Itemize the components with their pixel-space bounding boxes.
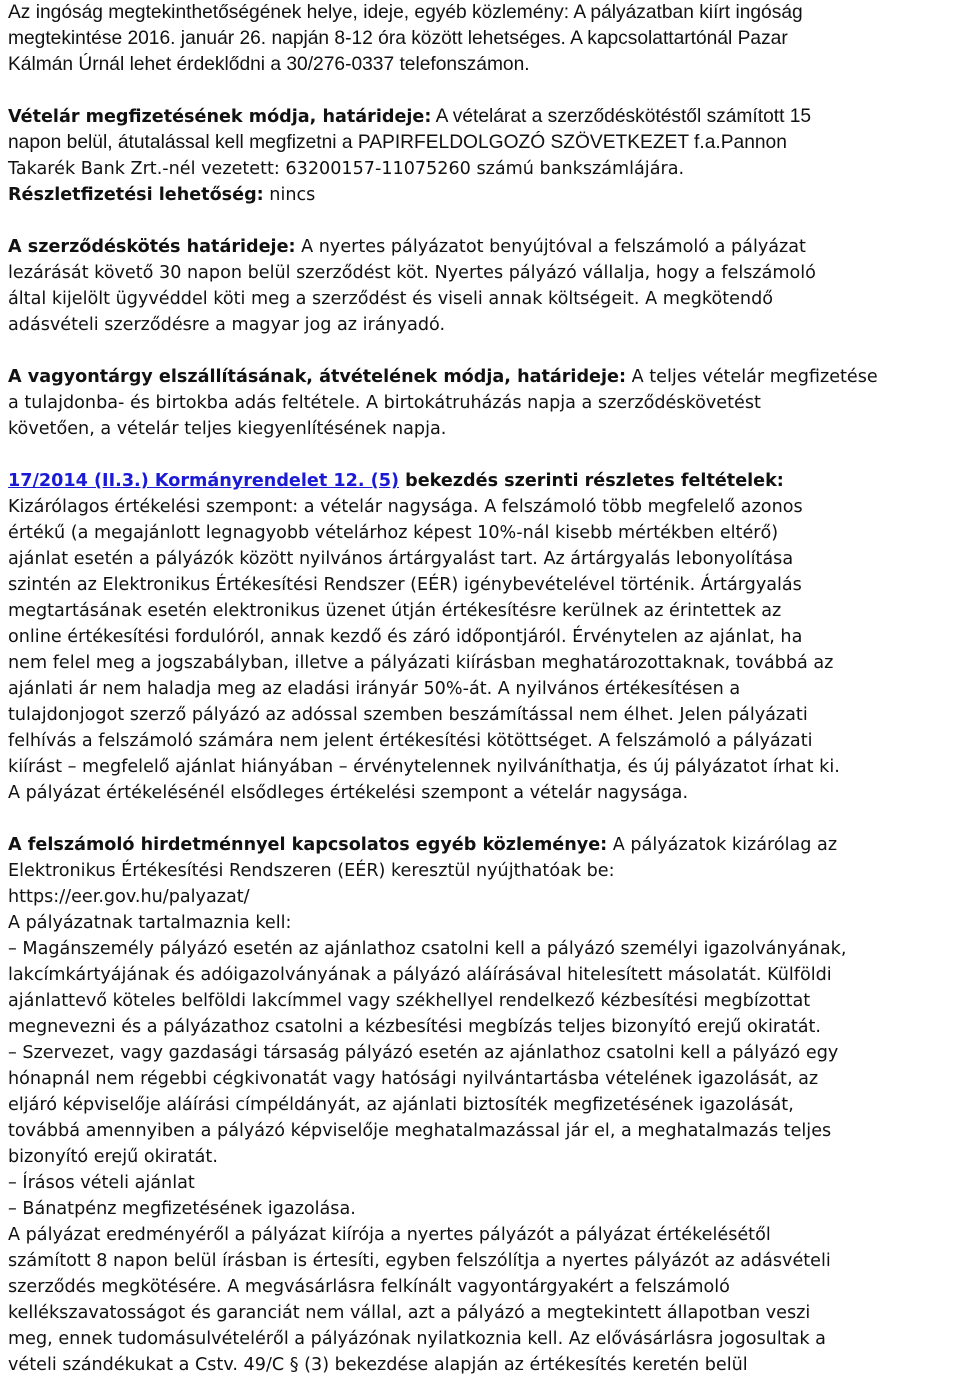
contract-paragraph	[8, 234, 958, 338]
contract-line: által kijelölt ügyvéddel köti meg a szerződést és viseli annak költségeit. A megkötendő	[8, 289, 774, 309]
announcement-line: A pályázatnak tartalmaznia kell:	[8, 913, 292, 933]
announcement-line: megnevezni és a pályázathoz csatolni a kézbesítési megbízás teljes bizonyító erejű okiratát.	[8, 1017, 822, 1037]
decree-line: A pályázat értékelésénél elsődleges értékelési szempont a vételár nagysága.	[8, 783, 689, 803]
announcement-line: szerződés megkötésére. A megvásárlásra felkínált vagyontárgyakért a felszámoló	[8, 1277, 730, 1297]
announcement-line: – Szervezet, vagy gazdasági társaság pályázó esetén az ajánlathoz csatolni kell a pályázó egy	[8, 1043, 839, 1063]
announcement-line: számított 8 napon belül írásban is értesíti, egyben felszólítja a nyertes pályázót az adásvételi	[8, 1251, 831, 1271]
delivery-line: a tulajdonba- és birtokba adás feltétele. A birtokátruházás napja a szerződéskövetést	[8, 393, 761, 413]
viewing-line: Kálmán Úrnál lehet érdeklődni a 30/276-0337 telefonszámon.	[8, 54, 530, 75]
decree-line: tulajdonjogot szerző pályázó az adóssal szemben beszámítással nem élhet. Jelen pályázati	[8, 705, 808, 725]
announcement-line: bizonyító erejű okiratát.	[8, 1147, 218, 1167]
contract-text: A nyertes pályázatot benyújtóval a felszámoló a pályázat	[295, 237, 806, 257]
contract-label: A szerződéskötés határideje:	[8, 237, 296, 257]
delivery-label: A vagyontárgy elszállításának, átvételének módja, határideje:	[8, 367, 626, 387]
decree-link[interactable]: 17/2014 (II.3.) Kormányrendelet 12.	[8, 471, 365, 491]
decree-line: Kizárólagos értékelési szempont: a vételár nagysága. A felszámoló több megfelelő azonos	[8, 497, 803, 517]
payment-paragraph	[8, 104, 958, 182]
delivery-text: A teljes vételár megfizetése	[626, 367, 878, 387]
paragraph-link[interactable]: (5)	[364, 471, 399, 491]
announcement-text: A pályázatok kizárólag az	[607, 835, 838, 855]
viewing-line: Az ingóság megtekinthetőségének helye, ideje, egyéb közlemény: A pályázatban kiírt ingóság	[8, 2, 803, 23]
announcement-label: A felszámoló hirdetménnyel kapcsolatos egyéb közleménye:	[8, 835, 608, 855]
payment-text: A vételárat a szerződéskötéstől számított 15	[431, 106, 812, 127]
contract-line: adásvételi szerződésre a magyar jog az irányadó.	[8, 315, 446, 335]
viewing-line: megtekintése 2016. január 26. napján 8-12 óra között lehetséges. A kapcsolattartónál Pazar	[8, 28, 788, 49]
announcement-line: Elektronikus Értékesítési Rendszeren (EÉR) keresztül nyújthatóak be:	[8, 861, 615, 881]
announcement-line: ajánlattevő köteles belföldi lakcímmel vagy székhellyel rendelkező kézbesítési megbízottat	[8, 991, 811, 1011]
delivery-line: követően, a vételár teljes kiegyenlítésének napja.	[8, 419, 447, 439]
viewing-paragraph	[8, 0, 958, 78]
announcement-url: https://eer.gov.hu/palyazat/	[8, 887, 250, 907]
decree-line: értékű (a megajánlott legnagyobb vételárhoz képest 10%-nál kisebb mértékben eltérő)	[8, 523, 779, 543]
announcement-line: kellékszavatosságot és garanciát nem vállal, azt a pályázó a megtekintett állapotban veszi	[8, 1303, 811, 1323]
payment-label: Vételár megfizetésének módja, határideje:	[8, 107, 432, 127]
announcement-line: A pályázat eredményéről a pályázat kiírója a nyertes pályázót a pályázat értékelésétől	[8, 1225, 771, 1245]
decree-paragraph	[8, 468, 958, 806]
decree-line: ajánlati ár nem haladja meg az eladási irányár 50%-át. A nyilvános értékesítésen a	[8, 679, 741, 699]
decree-line: kiírást – megfelelő ajánlat hiányában – érvénytelennek nyilváníthatja, és új pályázatot írhat ki.	[8, 757, 840, 777]
announcement-line: lakcímkártyájának és adóigazolványának a pályázó aláírásával hitelesített másolatát. Külföldi	[8, 965, 832, 985]
decree-line: online értékesítési fordulóról, annak kezdő és záró időpontjáról. Érvénytelen az ajánlat, ha	[8, 627, 803, 647]
decree-line: felhívás a felszámoló számára nem jelent értékesítési kötöttséget. A felszámoló a pályázati	[8, 731, 813, 751]
announcement-line: – Írásos vételi ajánlat	[8, 1173, 195, 1193]
payment-line: Takarék Bank Zrt.-nél vezetett: 63200157-11075260 számú bankszámlájára.	[8, 159, 685, 179]
installment-paragraph	[8, 182, 958, 208]
decree-label: bekezdés szerinti részletes feltételek:	[398, 471, 784, 491]
announcement-line: – Magánszemély pályázó esetén az ajánlathoz csatolni kell a pályázó személyi igazolványának,	[8, 939, 847, 959]
decree-line: megtartásának esetén elektronikus üzenet útján értékesítésre kerülnek az érintettek az	[8, 601, 782, 621]
announcement-line: – Bánatpénz megfizetésének igazolása.	[8, 1199, 356, 1219]
announcement-paragraph	[8, 832, 958, 1378]
installment-label: Részletfizetési lehetőség:	[8, 185, 264, 205]
delivery-paragraph	[8, 364, 958, 442]
decree-line: nem felel meg a jogszabályban, illetve a pályázati kiírásban meghatározottaknak, továbbá az	[8, 653, 834, 673]
document-page	[8, 0, 958, 1378]
decree-line: ajánlat esetén a pályázók között nyilvános ártárgyalást tart. Az ártárgyalás lebonyolítása	[8, 549, 794, 569]
announcement-line: vételi szándékukat a Cstv. 49/C § (3) bekezdése alapján az értékesítés keretén belül	[8, 1355, 748, 1375]
installment-value: nincs	[263, 185, 316, 205]
payment-line: napon belül, átutalással kell megfizetni a PAPIRFELDOLGOZÓ SZÖVETKEZET f.a.Pannon	[8, 132, 787, 153]
announcement-line: eljáró képviselője aláírási címpéldányát, az ajánlati biztosíték megfizetésének igazolását,	[8, 1095, 794, 1115]
decree-line: szintén az Elektronikus Értékesítési Rendszer (EÉR) igénybevételével történik. Ártárgyalás	[8, 575, 802, 595]
announcement-line: meg, ennek tudomásulvételéről a pályázónak nyilatkoznia kell. Az elővásárlásra jogosultak a	[8, 1329, 826, 1349]
contract-line: lezárását követő 30 napon belül szerződést köt. Nyertes pályázó vállalja, hogy a felszámoló	[8, 263, 816, 283]
announcement-line: hónapnál nem régebbi cégkivonatát vagy hatósági nyilvántartásba vételének igazolását, az	[8, 1069, 819, 1089]
announcement-line: továbbá amennyiben a pályázó képviselője meghatalmazással jár el, a meghatalmazás teljes	[8, 1121, 832, 1141]
